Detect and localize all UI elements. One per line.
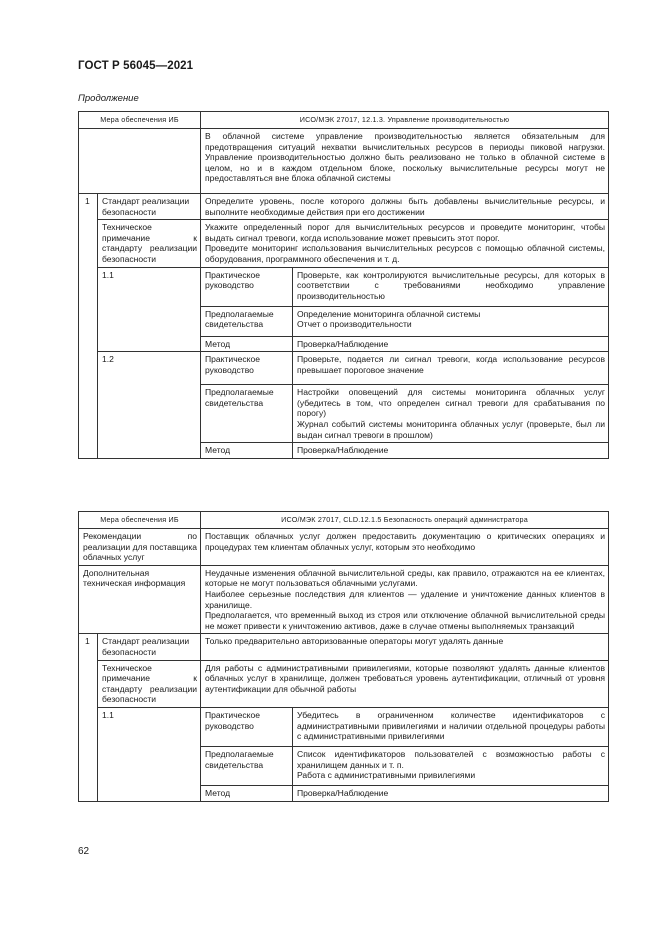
practice-label: Практическое руководство [201,707,293,746]
evidence-label: Предполагаемые свидетельства [201,306,293,336]
additional-info-row [79,565,609,634]
standard-number: ГОСТ Р 56045—2021 [78,60,194,72]
practice-text: Проверьте, как контролируются вычислительные ресурсы, для которых в соответствии с требованиями необходимо управление производительностью [293,267,609,306]
note-text: Укажите определенный порог для вычислительных ресурсов и проведите мониторинг, чтобы выдать сигнал тревоги, когда использование может превысить этот порог. Проведите мониторинг использования вычислительных ресурсов с помощью облачной системы, оборудования, программного обеспечения и т. д. [201,220,609,267]
evidence-text: Настройки оповещений для системы мониторинга облачных услуг (убедитесь в том, что определен сигнал тревоги для срабатывания по порогу) Журнал событий системы мониторинга облачных услуг (проверьте, был ли выдан сигнал тревоги в прошлом) [293,385,609,443]
evidence-text: Список идентификаторов пользователей с возможностью работы с хранилищем данных и т. п. Работа с административными привилегиями [293,746,609,785]
practice-text: Проверьте, подается ли сигнал тревоги, когда использование ресурсов превышает пороговое значение [293,352,609,385]
note-label: Техническое примечание к стандарту реализации безопасности [98,220,201,267]
standard-row [79,634,609,660]
intro-empty-cell [79,129,201,194]
row-number: 1 [79,634,98,801]
additional-info-text: Неудачные изменения облачной вычислительной среды, как правило, отражаются на ее клиентах, которые не могут пользоваться облачными услугами. Наиболее серьезные последствия для клиентов — удаление и уничтожение данных клиентов в хранилище. Предполагается, что временный выход из строя или отключение облачной вычислительной среды не может привести к уничтожению активов, даже в случае отмены выполняемых транзакций [201,565,609,634]
sub-row [79,267,609,306]
note-text: Для работы с административными привилегиями, которые позволяют удалять данные клиентов облачных услуг в хранилище, должен требоваться уровень аутентификации, отличный от уровня аутентификации для обычной работы [201,660,609,707]
evidence-label: Предполагаемые свидетельства [201,385,293,443]
method-label: Метод [201,785,293,801]
method-label: Метод [201,443,293,459]
additional-info-label: Дополнительная техническая информация [79,565,201,634]
sub-row [79,352,609,385]
control-header-label: Мера обеспечения ИБ [79,512,201,529]
practice-label: Практическое руководство [201,267,293,306]
control-header-label: Мера обеспечения ИБ [79,112,201,129]
method-text: Проверка/Наблюдение [293,785,609,801]
sub-row [79,707,609,746]
practice-text: Убедитесь в ограниченном количестве идентификаторов с административными привилегиями и наличии отдельной процедуры работы с административными привилегиями [293,707,609,746]
note-row [79,220,609,267]
sub-number: 1.1 [98,267,201,352]
intro-row [79,129,609,194]
standard-row [79,194,609,220]
control-header-title: ИСО/МЭК 27017, 12.1.3. Управление производительностью [201,112,609,129]
sub-number: 1.2 [98,352,201,459]
page-number: 62 [78,846,90,857]
standard-label: Стандарт реализации безопасности [98,634,201,660]
row-number: 1 [79,194,98,459]
intro-text: В облачной системе управление производительностью является обязательным для предотвращения ситуаций нехватки вычислительных ресурсов в периоды пиковой нагрузки. Управление производительностью должно быть реализовано не только в облачной системе в целом, но и в каждом отдельном блоке, поскольку вычислительные ресурсы могут не предоставляться вне блока облачной системы [201,129,609,194]
recommendation-row [79,529,609,566]
control-header-title: ИСО/МЭК 27017, CLD.12.1.5 Безопасность операций администратора [201,512,609,529]
evidence-text: Определение мониторинга облачной системы Отчет о производительности [293,306,609,336]
sub-number: 1.1 [98,707,201,801]
table-header-row [79,512,609,529]
practice-label: Практическое руководство [201,352,293,385]
note-row [79,660,609,707]
method-text: Проверка/Наблюдение [293,443,609,459]
note-label: Техническое примечание к стандарту реализации безопасности [98,660,201,707]
table-header-row [79,112,609,129]
performance-management-table [78,111,609,459]
standard-label: Стандарт реализации безопасности [98,194,201,220]
recommendation-text: Поставщик облачных услуг должен предоставить документацию о критических операциях и процедурах тем клиентам облачных услуг, которым это необходимо [201,529,609,566]
standard-text: Определите уровень, после которого должны быть добавлены вычислительные ресурсы, и выполните необходимые действия при его достижении [201,194,609,220]
evidence-label: Предполагаемые свидетельства [201,746,293,785]
continuation-label: Продолжение [78,93,139,104]
recommendation-label: Рекомендации по реализации для поставщика облачных услуг [79,529,201,566]
method-text: Проверка/Наблюдение [293,336,609,352]
standard-text: Только предварительно авторизованные операторы могут удалять данные [201,634,609,660]
admin-operations-table [78,511,609,802]
method-label: Метод [201,336,293,352]
